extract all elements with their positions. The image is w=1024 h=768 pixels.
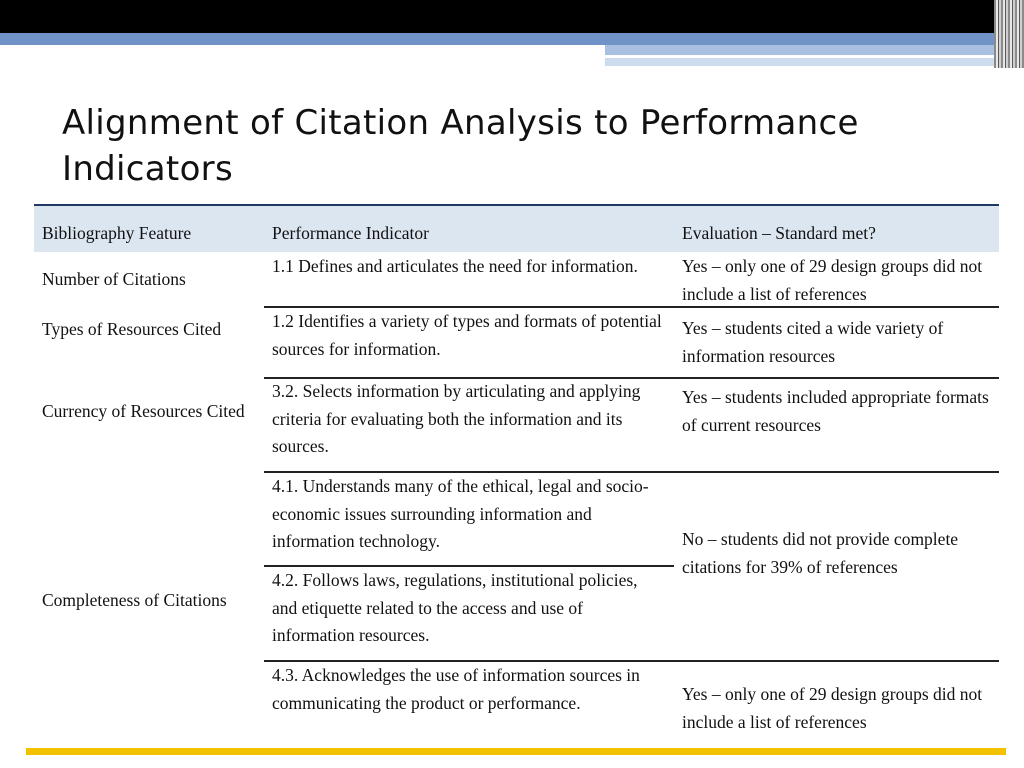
row-divider: [264, 471, 999, 473]
indicator-1-2: 1.2 Identifies a variety of types and formats of potential sources for information.: [272, 311, 662, 359]
evaluation-4-3: Yes – only one of 29 design groups did not include a list of references: [682, 684, 983, 732]
indicator-4-3: 4.3. Acknowledges the use of information sources in communicating the product or performance.: [272, 665, 640, 713]
evaluation-1-2: Yes – students cited a wide variety of information resources: [682, 318, 944, 366]
evaluation-3-2: Yes – students included appropriate formats of current resources: [682, 387, 989, 435]
alignment-table: [34, 204, 999, 749]
header-performance-indicator: Performance Indicator: [272, 223, 429, 243]
feature-types-of-resources: Types of Resources Cited: [42, 319, 222, 339]
bottom-yellow-bar: [26, 748, 1006, 755]
top-blue-band: [0, 33, 1000, 45]
evaluation-1-1: Yes – only one of 29 design groups did not include a list of references: [682, 256, 983, 304]
feature-currency-of-resources: Currency of Resources Cited: [42, 401, 245, 421]
row-divider: [264, 660, 999, 662]
top-pale-blue-band: [605, 58, 1000, 66]
feature-number-of-citations: Number of Citations: [42, 269, 186, 289]
top-white-line: [608, 55, 948, 57]
row-divider: [264, 377, 999, 379]
slide-title: Alignment of Citation Analysis to Performance Indicators: [62, 103, 859, 189]
indicator-3-2: 3.2. Selects information by articulating and applying criteria for evaluating both the information and its sources.: [272, 381, 641, 456]
row-divider: [264, 306, 999, 308]
corner-stripes: [994, 0, 1024, 68]
top-light-blue-band: [605, 45, 1000, 55]
indicator-1-1: 1.1 Defines and articulates the need for information.: [272, 256, 638, 276]
header-evaluation: Evaluation – Standard met?: [682, 223, 876, 243]
indicator-4-2: 4.2. Follows laws, regulations, institutional policies, and etiquette related to the access and use of information resources.: [272, 570, 638, 645]
feature-completeness-of-citations: Completeness of Citations: [42, 590, 227, 610]
top-black-bar: [0, 0, 1024, 33]
row-divider: [264, 565, 674, 567]
indicator-4-1: 4.1. Understands many of the ethical, legal and socio-economic issues surrounding information and information technology.: [272, 476, 649, 551]
evaluation-4-1-4-2: No – students did not provide complete citations for 39% of references: [682, 529, 959, 577]
header-bibliography-feature: Bibliography Feature: [42, 223, 192, 243]
